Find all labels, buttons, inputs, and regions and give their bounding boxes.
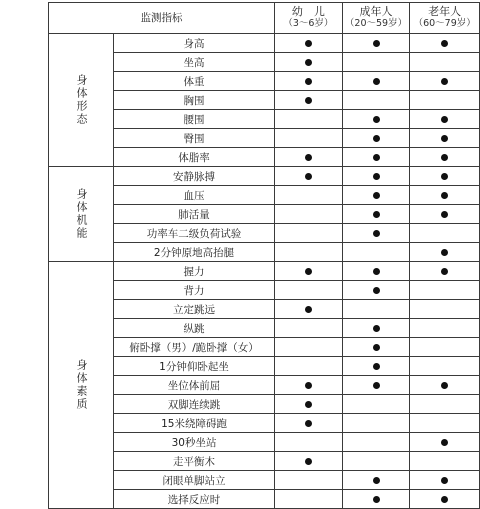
indicator-name: 胸围: [114, 91, 275, 110]
indicator-name: 双脚连续跳: [114, 395, 275, 414]
category-label: 身体机能: [75, 188, 88, 240]
mark-cell: [342, 433, 410, 452]
bullet-dot-icon: [441, 154, 448, 161]
mark-cell: [275, 414, 343, 433]
bullet-dot-icon: [373, 363, 380, 370]
mark-cell: [410, 224, 480, 243]
mark-cell: [275, 167, 343, 186]
mark-cell: [275, 300, 343, 319]
mark-cell: [410, 72, 480, 91]
bullet-dot-icon: [373, 477, 380, 484]
indicator-name: 1分钟仰卧起坐: [114, 357, 275, 376]
bullet-dot-icon: [305, 420, 312, 427]
indicator-name: 纵跳: [114, 319, 275, 338]
mark-cell: [275, 243, 343, 262]
bullet-dot-icon: [373, 230, 380, 237]
indicator-name: 走平衡木: [114, 452, 275, 471]
group-age-range: （60～79岁）: [413, 18, 476, 29]
table-row: [49, 490, 480, 509]
indicator-name: 闭眼单脚站立: [114, 471, 275, 490]
table-row: [49, 357, 480, 376]
indicator-name: 身高: [114, 34, 275, 53]
table-row: [49, 433, 480, 452]
bullet-dot-icon: [441, 477, 448, 484]
bullet-dot-icon: [305, 154, 312, 161]
bullet-dot-icon: [441, 173, 448, 180]
table-row: [49, 281, 480, 300]
table-row: [49, 319, 480, 338]
mark-cell: [342, 205, 410, 224]
mark-cell: [410, 300, 480, 319]
indicator-table: [48, 2, 480, 509]
mark-cell: [410, 338, 480, 357]
bullet-dot-icon: [441, 268, 448, 275]
mark-cell: [342, 167, 410, 186]
mark-cell: [342, 53, 410, 72]
mark-cell: [342, 471, 410, 490]
indicator-name: 立定跳远: [114, 300, 275, 319]
mark-cell: [275, 262, 343, 281]
bullet-dot-icon: [373, 192, 380, 199]
indicator-name: 肺活量: [114, 205, 275, 224]
group-age-range: （3～6岁）: [283, 18, 334, 29]
bullet-dot-icon: [441, 40, 448, 47]
indicator-name: 体重: [114, 72, 275, 91]
mark-cell: [275, 490, 343, 509]
bullet-dot-icon: [373, 78, 380, 85]
mark-cell: [342, 34, 410, 53]
bullet-dot-icon: [373, 116, 380, 123]
table-row: [49, 224, 480, 243]
table-row: [49, 110, 480, 129]
mark-cell: [275, 452, 343, 471]
bullet-dot-icon: [441, 78, 448, 85]
bullet-dot-icon: [441, 192, 448, 199]
category-label: 身体形态: [75, 74, 88, 126]
indicator-name: 背力: [114, 281, 275, 300]
mark-cell: [410, 376, 480, 395]
group-name: 成年人: [359, 5, 393, 18]
indicator-name: 臀围: [114, 129, 275, 148]
bullet-dot-icon: [373, 211, 380, 218]
indicator-name: 血压: [114, 186, 275, 205]
mark-cell: [342, 91, 410, 110]
mark-cell: [410, 148, 480, 167]
mark-cell: [410, 414, 480, 433]
mark-cell: [275, 148, 343, 167]
bullet-dot-icon: [441, 211, 448, 218]
mark-cell: [342, 338, 410, 357]
mark-cell: [342, 148, 410, 167]
category-label: 身体素质: [75, 359, 88, 411]
group-name: 老年人: [428, 5, 462, 18]
indicator-name: 选择反应时: [114, 490, 275, 509]
mark-cell: [342, 395, 410, 414]
mark-cell: [342, 414, 410, 433]
bullet-dot-icon: [305, 382, 312, 389]
mark-cell: [410, 243, 480, 262]
bullet-dot-icon: [305, 401, 312, 408]
mark-cell: [342, 490, 410, 509]
mark-cell: [275, 357, 343, 376]
indicator-name: 握力: [114, 262, 275, 281]
mark-cell: [410, 262, 480, 281]
mark-cell: [410, 319, 480, 338]
mark-cell: [275, 129, 343, 148]
bullet-dot-icon: [441, 382, 448, 389]
indicator-name: 体脂率: [114, 148, 275, 167]
mark-cell: [342, 300, 410, 319]
mark-cell: [410, 91, 480, 110]
mark-cell: [275, 319, 343, 338]
category-cell: [49, 262, 114, 509]
indicator-name: 安静脉搏: [114, 167, 275, 186]
bullet-dot-icon: [373, 325, 380, 332]
table-body: [49, 34, 480, 509]
table-row: [49, 72, 480, 91]
mark-cell: [275, 376, 343, 395]
bullet-dot-icon: [441, 116, 448, 123]
indicator-name: 俯卧撑（男）/跪卧撑（女）: [114, 338, 275, 357]
mark-cell: [275, 34, 343, 53]
mark-cell: [342, 319, 410, 338]
mark-cell: [275, 395, 343, 414]
table-row: [49, 471, 480, 490]
table-row: [49, 243, 480, 262]
indicator-name: 坐位体前屈: [114, 376, 275, 395]
bullet-dot-icon: [305, 40, 312, 47]
mark-cell: [342, 281, 410, 300]
mark-cell: [275, 186, 343, 205]
mark-cell: [342, 129, 410, 148]
indicator-name: 功率车二级负荷试验: [114, 224, 275, 243]
mark-cell: [342, 376, 410, 395]
table-row: [49, 186, 480, 205]
bullet-dot-icon: [373, 154, 380, 161]
table-row: [49, 452, 480, 471]
mark-cell: [275, 53, 343, 72]
mark-cell: [275, 205, 343, 224]
indicator-name: 腰围: [114, 110, 275, 129]
mark-cell: [342, 186, 410, 205]
bullet-dot-icon: [441, 496, 448, 503]
mark-cell: [410, 205, 480, 224]
mark-cell: [342, 357, 410, 376]
bullet-dot-icon: [305, 173, 312, 180]
bullet-dot-icon: [305, 59, 312, 66]
group-header-adults: [342, 3, 410, 34]
mark-cell: [410, 281, 480, 300]
mark-cell: [342, 243, 410, 262]
table-row: [49, 414, 480, 433]
bullet-dot-icon: [373, 40, 380, 47]
category-cell: [49, 34, 114, 167]
mark-cell: [342, 72, 410, 91]
bullet-dot-icon: [305, 97, 312, 104]
bullet-dot-icon: [373, 496, 380, 503]
indicator-header: 监测指标: [49, 3, 275, 34]
mark-cell: [275, 281, 343, 300]
indicator-name: 2分钟原地高抬腿: [114, 243, 275, 262]
mark-cell: [410, 433, 480, 452]
table-row: [49, 338, 480, 357]
bullet-dot-icon: [441, 135, 448, 142]
bullet-dot-icon: [373, 344, 380, 351]
table-row: [49, 395, 480, 414]
table-row: [49, 34, 480, 53]
group-header-children: [275, 3, 343, 34]
bullet-dot-icon: [305, 268, 312, 275]
bullet-dot-icon: [373, 382, 380, 389]
table-row: [49, 148, 480, 167]
mark-cell: [410, 167, 480, 186]
mark-cell: [275, 433, 343, 452]
bullet-dot-icon: [305, 306, 312, 313]
mark-cell: [342, 224, 410, 243]
category-cell: [49, 167, 114, 262]
table-row: [49, 262, 480, 281]
mark-cell: [342, 110, 410, 129]
mark-cell: [275, 110, 343, 129]
bullet-dot-icon: [441, 439, 448, 446]
bullet-dot-icon: [373, 268, 380, 275]
mark-cell: [410, 490, 480, 509]
table-row: [49, 53, 480, 72]
mark-cell: [275, 91, 343, 110]
table-row: [49, 129, 480, 148]
group-name: 幼 儿: [291, 5, 325, 18]
indicator-name: 15米绕障碍跑: [114, 414, 275, 433]
mark-cell: [410, 129, 480, 148]
bullet-dot-icon: [373, 173, 380, 180]
table-row: [49, 376, 480, 395]
mark-cell: [410, 110, 480, 129]
mark-cell: [410, 357, 480, 376]
bullet-dot-icon: [441, 249, 448, 256]
mark-cell: [410, 186, 480, 205]
bullet-dot-icon: [305, 458, 312, 465]
group-age-range: （20～59岁）: [344, 18, 408, 29]
table-row: [49, 91, 480, 110]
mark-cell: [410, 395, 480, 414]
mark-cell: [342, 262, 410, 281]
table-header-row: [49, 3, 480, 34]
mark-cell: [410, 452, 480, 471]
indicator-name: 坐高: [114, 53, 275, 72]
table-row: [49, 167, 480, 186]
mark-cell: [275, 224, 343, 243]
group-header-elderly: [410, 3, 480, 34]
mark-cell: [410, 34, 480, 53]
indicator-name: 30秒坐站: [114, 433, 275, 452]
mark-cell: [275, 338, 343, 357]
mark-cell: [410, 53, 480, 72]
mark-cell: [275, 471, 343, 490]
table-row: [49, 205, 480, 224]
table-row: [49, 300, 480, 319]
mark-cell: [275, 72, 343, 91]
bullet-dot-icon: [373, 135, 380, 142]
bullet-dot-icon: [373, 287, 380, 294]
mark-cell: [410, 471, 480, 490]
mark-cell: [342, 452, 410, 471]
bullet-dot-icon: [305, 78, 312, 85]
